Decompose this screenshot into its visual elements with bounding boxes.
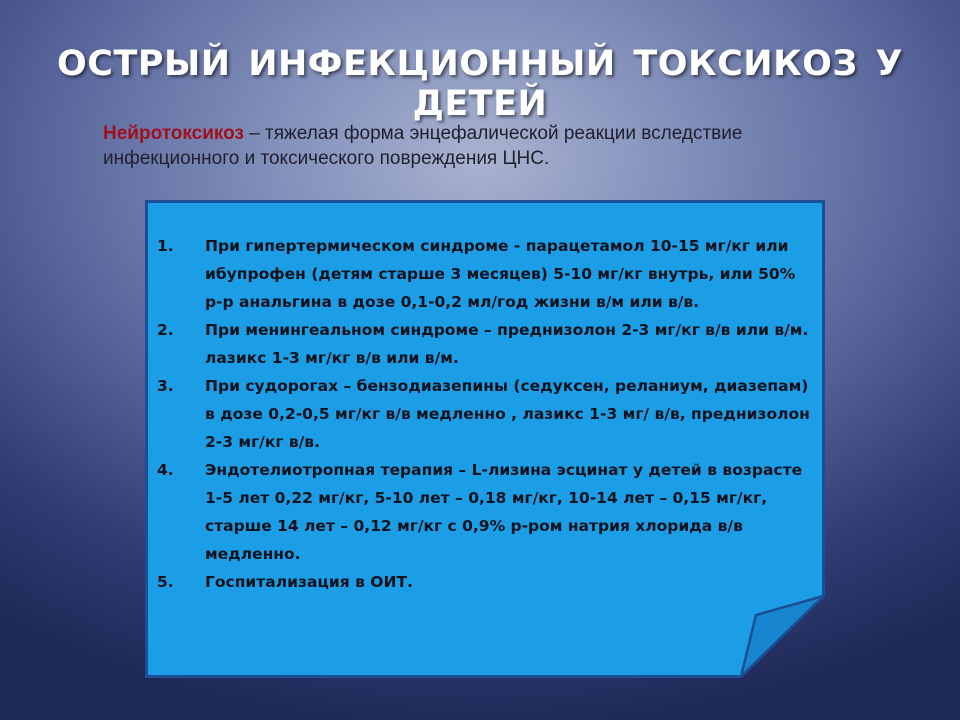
item-number: 5. xyxy=(157,573,174,591)
treatment-item xyxy=(157,456,813,568)
treatment-item xyxy=(157,316,813,372)
treatment-list xyxy=(157,232,813,596)
definition-paragraph xyxy=(103,121,843,171)
treatment-card xyxy=(145,200,825,678)
item-text: Эндотелиотропная терапия – L-лизина эсцинат у детей в возрасте 1-5 лет 0,22 мг/кг, 5-10 лет – 0,18 мг/кг, 10-14 лет – 0,15 мг/кг, старше 14 лет – 0,12 мг/кг с 0,9% р-ром натрия хлорида в/в медленно. xyxy=(205,461,803,563)
item-text: Госпитализация в ОИТ. xyxy=(205,573,413,591)
definition-term: Нейротоксикоз xyxy=(103,123,244,144)
item-number: 3. xyxy=(157,377,174,395)
treatment-item xyxy=(157,372,813,456)
item-text: При гипертермическом синдроме - парацетамол 10-15 мг/кг или ибупрофен (детям старше 3 месяцев) 5-10 мг/кг внутрь, или 50% р-р анальгина в дозе 0,1-0,2 мл/год жизни в/м или в/в. xyxy=(205,237,796,311)
item-number: 4. xyxy=(157,461,174,479)
item-number: 1. xyxy=(157,237,174,255)
item-text: При менингеальном синдроме – преднизолон 2-3 мг/кг в/в или в/м. лазикс 1-3 мг/кг в/в или в/м. xyxy=(205,321,809,367)
slide-title: ОСТРЫЙ ИНФЕКЦИОННЫЙ ТОКСИКОЗ У ДЕТЕЙ xyxy=(57,44,903,124)
treatment-item xyxy=(157,232,813,316)
item-text: При судорогах – бензодиазепины (седуксен, реланиум, диазепам) в дозе 0,2-0,5 мг/кг в/в медленно , лазикс 1-3 мг/ в/в, преднизолон 2-3 мг/кг в/в. xyxy=(205,377,810,451)
item-number: 2. xyxy=(157,321,174,339)
definition-text: – тяжелая форма энцефалической реакции вследствие инфекционного и токсического повреждения ЦНС. xyxy=(103,123,743,169)
treatment-item xyxy=(157,568,813,596)
